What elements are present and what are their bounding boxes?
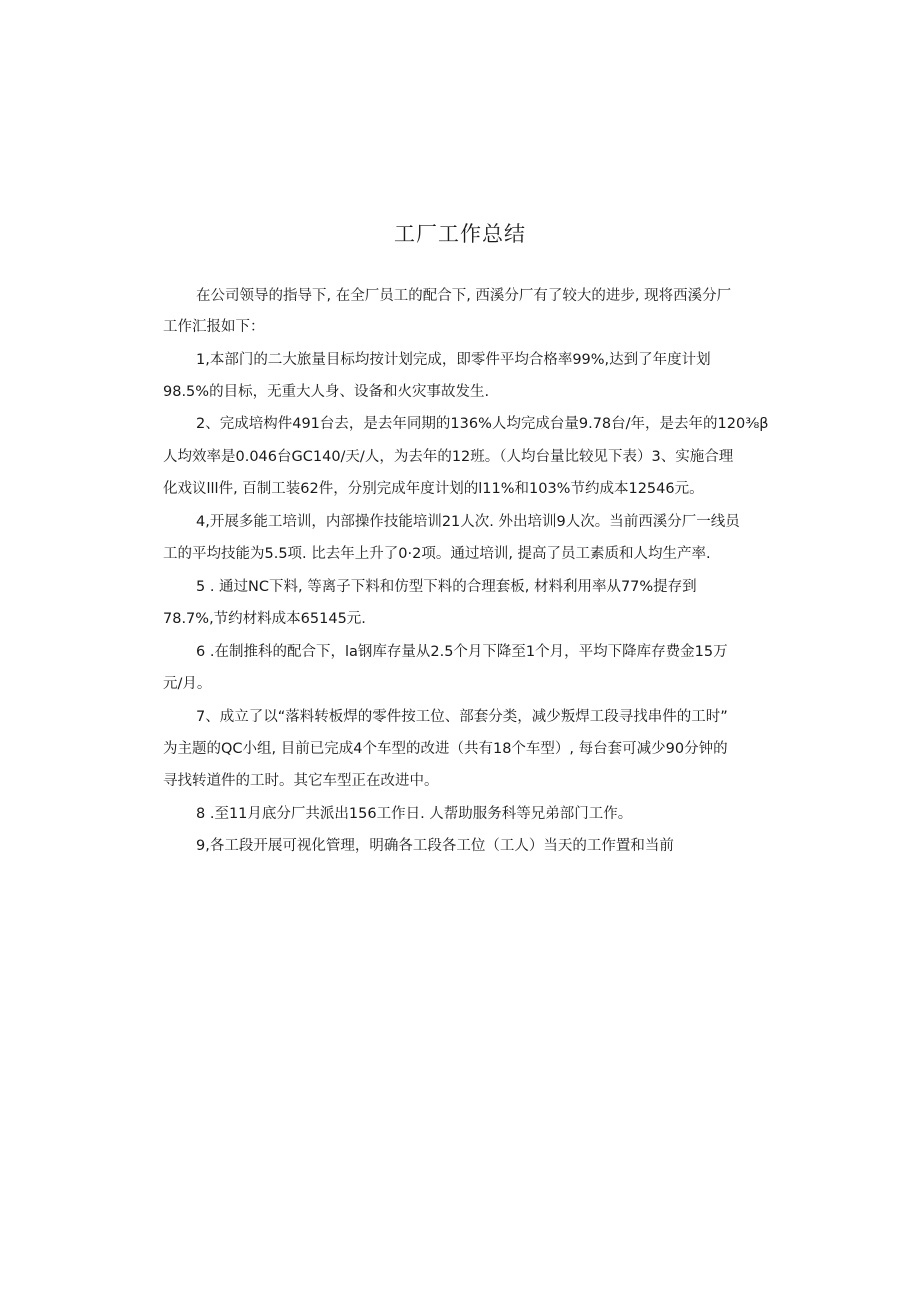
item-9-line-1: 9,各工段开展可视化管理，明确各工段各工位（工人）当天的工作置和当前 (196, 838, 674, 854)
item-2-line-3: 化戏议lll件, 百制工装62件，分别完成年度计划的l11%和103%节约成本12546元。 (163, 481, 704, 497)
item-5-line-2: 78.7%,节约材料成本65145元. (163, 611, 366, 627)
item-6-line-2: 元/月。 (163, 676, 212, 692)
item-8-line-1: 8 .至11月底分厂共派出156工作日. 人帮助服务科等兄弟部门工作。 (196, 806, 633, 822)
item-2-line-2: 人均效率是0.046台GC140/天/人，为去年的12班。（人均台量比较见下表）3、实施合理 (163, 449, 734, 465)
item-6-line-1: 6 .在制推科的配合下，la钢库存量从2.5个月下降至1个月，平均下降库存费金15万 (196, 644, 728, 660)
item-5-line-1: 5 . 通过NC下料, 等离子下料和仿型下料的合理套板, 材料利用率从77%提存到 (196, 579, 697, 595)
item-7-line-3: 寻找转道件的工时。其它车型正在改进中。 (163, 773, 439, 789)
item-1-line-1: 1,本部门的二大旅量目标均按计划完成，即零件平均合格率99%,达到了年度计划 (196, 352, 711, 368)
item-2-line-1: 2、完成培构件491台去，是去年同期的136%人均完成台量9.78台/年，是去年的120⅜β (196, 416, 769, 432)
item-7-line-1: 7、成立了以“落料转板焊的零件按工位、部套分类，减少叛焊工段寻找串件的工时” (196, 709, 728, 725)
paragraph-intro-line-2: 工作汇报如下： (163, 319, 265, 335)
document-title: 工厂工作总结 (394, 222, 526, 246)
paragraph-intro-line-1: 在公司领导的指导下, 在全厂员工的配合下, 西溪分厂有了较大的进步, 现将西溪分厂 (196, 288, 732, 304)
item-1-line-2: 98.5%的目标，无重大人身、设备和火灾事故发生. (163, 384, 490, 400)
item-7-line-2: 为主题的QC小组, 目前已完成4个车型的改进（共有18个车型）, 每台套可减少90分钟的 (163, 741, 728, 757)
item-4-line-2: 工的平均技能为5.5项. 比去年上升了0·2项。通过培训, 提高了员工素质和人均生产率. (163, 546, 711, 562)
item-4-line-1: 4,开展多能工培训，内部操作技能培训21人次. 外出培训9人次。当前西溪分厂一线员 (196, 514, 740, 530)
